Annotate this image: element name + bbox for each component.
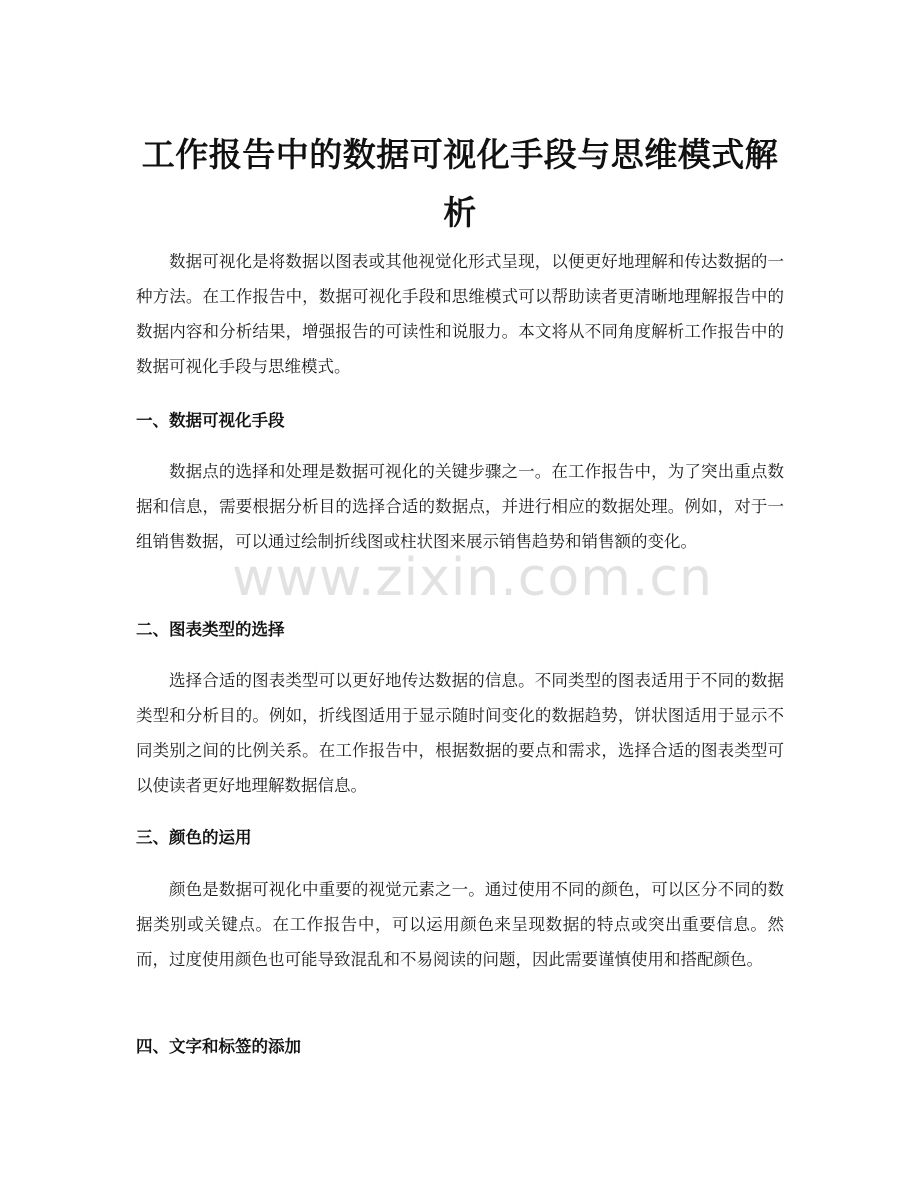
section-2-heading: 二、图表类型的选择 <box>136 620 285 639</box>
section-1-body: 数据点的选择和处理是数据可视化的关键步骤之一。在工作报告中，为了突出重点数据和信息，需要根据分析目的选择合适的数据点，并进行相应的数据处理。例如，对于一组销售数据，可以通过绘制折线图或柱状图来展示销售趋势和销售额的变化。 <box>136 462 784 551</box>
section-3-heading: 三、颜色的运用 <box>136 828 252 847</box>
watermark-text: www.zixin.com.cn <box>232 548 713 608</box>
intro-paragraph: 数据可视化是将数据以图表或其他视觉化形式呈现，以便更好地理解和传达数据的一种方法。在工作报告中，数据可视化手段和思维模式可以帮助读者更清晰地理解报告中的数据内容和分析结果，增强报告的可读性和说服力。本文将从不同角度解析工作报告中的数据可视化手段与思维模式。 <box>136 252 784 376</box>
section-3-body: 颜色是数据可视化中重要的视觉元素之一。通过使用不同的颜色，可以区分不同的数据类别或关键点。在工作报告中，可以运用颜色来呈现数据的特点或突出重要信息。然而，过度使用颜色也可能导致混乱和不易阅读的问题，因此需要谨慎使用和搭配颜色。 <box>136 880 784 969</box>
document-title: 工作报告中的数据可视化手段与思维模式解析 <box>141 135 779 233</box>
section-2-body: 选择合适的图表类型可以更好地传达数据的信息。不同类型的图表适用于不同的数据类型和分析目的。例如，折线图适用于显示随时间变化的数据趋势，饼状图适用于显示不同类别之间的比例关系。在工作报告中，根据数据的要点和需求，选择合适的图表类型可以使读者更好地理解数据信息。 <box>136 671 784 795</box>
section-1-heading: 一、数据可视化手段 <box>136 411 285 430</box>
section-4-heading: 四、文字和标签的添加 <box>136 1037 301 1056</box>
